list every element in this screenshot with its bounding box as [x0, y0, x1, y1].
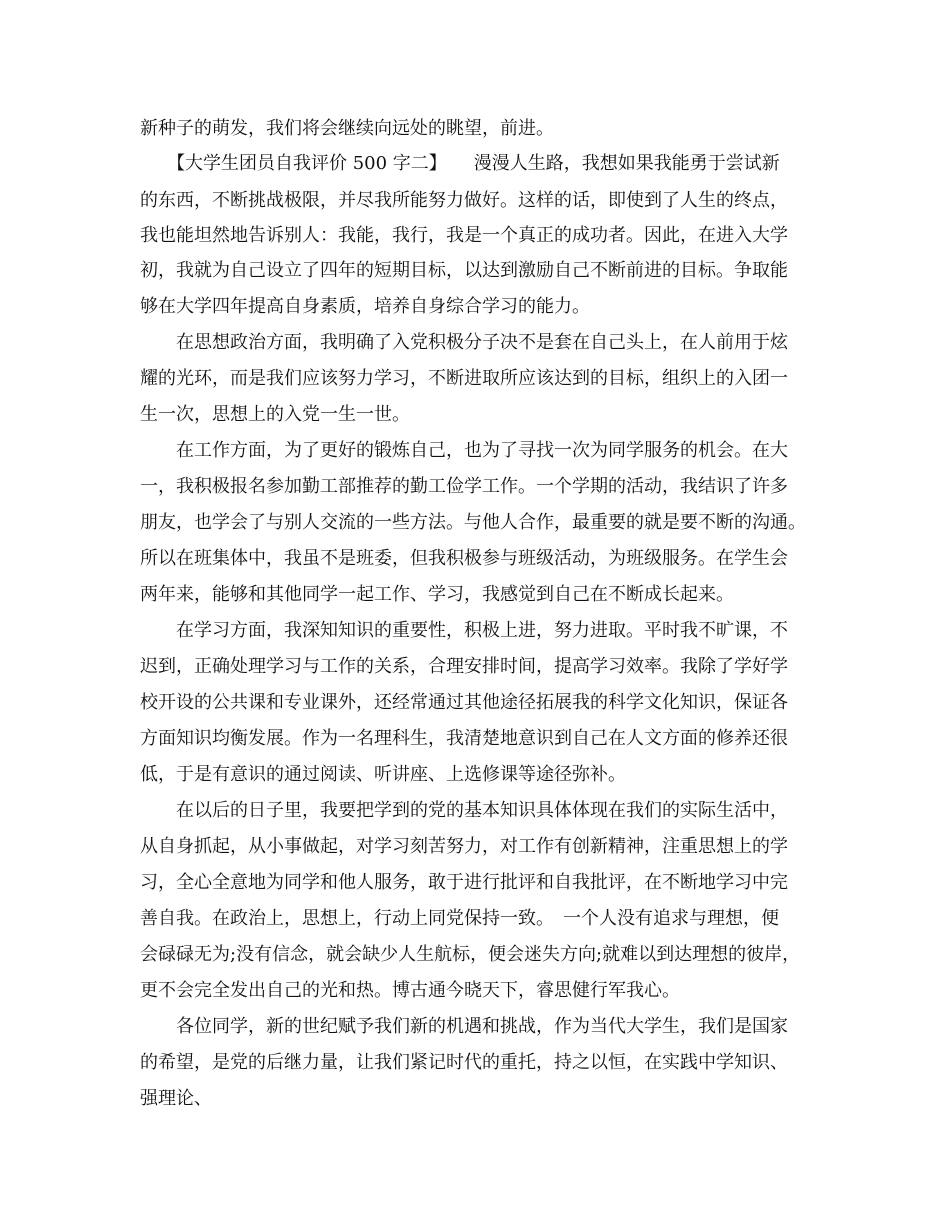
text-line: 耀的光环，而是我们应该努力学习，不断进取所应该达到的目标，组织上的入团一: [140, 368, 788, 389]
text-line: 初，我就为自己设立了四年的短期目标，以达到激励自己不断前进的目标。争取能: [140, 260, 788, 281]
text-line: 够在大学四年提高自身素质，培养自身综合学习的能力。: [140, 296, 590, 317]
text-line: 的希望，是党的后继力量，让我们紧记时代的重托，持之以恒，在实践中学知识、: [140, 1052, 788, 1073]
paragraph-start-line: 各位同学，新的世纪赋予我们新的机遇和挑战，作为当代大学生，我们是国家: [140, 1016, 788, 1037]
text-line: 生一次，思想上的入党一生一世。: [140, 404, 410, 425]
text-line: 我也能坦然地告诉别人：我能，我行，我是一个真正的成功者。因此，在进入大学: [140, 225, 788, 246]
text-line: 的东西，不断挑战极限，并尽我所能努力做好。这样的话，即使到了人生的终点，: [140, 190, 788, 211]
text-line: 会碌碌无为;没有信念，就会缺少人生航标，便会迷失方向;就难以到达理想的彼岸，: [140, 944, 801, 965]
section-heading-line: 【大学生团员自我评价 500 字二】 漫漫人生路，我想如果我能勇于尝试新: [140, 153, 780, 174]
text-line: 新种子的萌发，我们将会继续向远处的眺望，前进。: [140, 118, 554, 139]
text-line: 更不会完全发出自己的光和热。博古通今晓天下，睿思健行军我心。: [140, 980, 680, 1001]
text-line: 方面知识均衡发展。作为一名理科生，我清楚地意识到自己在人文方面的修养还很: [140, 728, 788, 749]
text-line: 校开设的公共课和专业课外，还经常通过其他途径拓展我的科学文化知识，保证各: [140, 692, 788, 713]
paragraph-start-line: 在工作方面，为了更好的锻炼自己，也为了寻找一次为同学服务的机会。在大: [140, 440, 788, 461]
text-line: 两年来，能够和其他同学一起工作、学习，我感觉到自己在不断成长起来。: [140, 584, 734, 605]
paragraph-start-line: 在思想政治方面，我明确了入党积极分子决不是套在自己头上，在人前用于炫: [140, 332, 788, 353]
text-line: 强理论、: [140, 1088, 212, 1109]
text-line: 一，我积极报名参加勤工部推荐的勤工俭学工作。一个学期的活动，我结识了许多: [140, 476, 788, 497]
text-line: 善自我。在政治上，思想上，行动上同党保持一致。 一个人没有追求与理想，便: [140, 908, 779, 929]
text-line: 习，全心全意地为同学和他人服务，敢于进行批评和自我批评，在不断地学习中完: [140, 872, 788, 893]
text-line: 迟到，正确处理学习与工作的关系，合理安排时间，提高学习效率。我除了学好学: [140, 656, 788, 677]
text-line: 低，于是有意识的通过阅读、听讲座、上选修课等途径弥补。: [140, 764, 626, 785]
text-line: 从自身抓起，从小事做起，对学习刻苦努力，对工作有创新精神，注重思想上的学: [140, 836, 788, 857]
text-line: 所以在班集体中，我虽不是班委，但我积极参与班级活动，为班级服务。在学生会: [140, 548, 788, 569]
paragraph-start-line: 在以后的日子里，我要把学到的党的基本知识具体体现在我们的实际生活中，: [140, 800, 788, 821]
text-line: 朋友，也学会了与别人交流的一些方法。与他人合作，最重要的就是要不断的沟通。: [140, 512, 806, 533]
paragraph-start-line: 在学习方面，我深知知识的重要性，积极上进，努力进取。平时我不旷课，不: [140, 620, 788, 641]
